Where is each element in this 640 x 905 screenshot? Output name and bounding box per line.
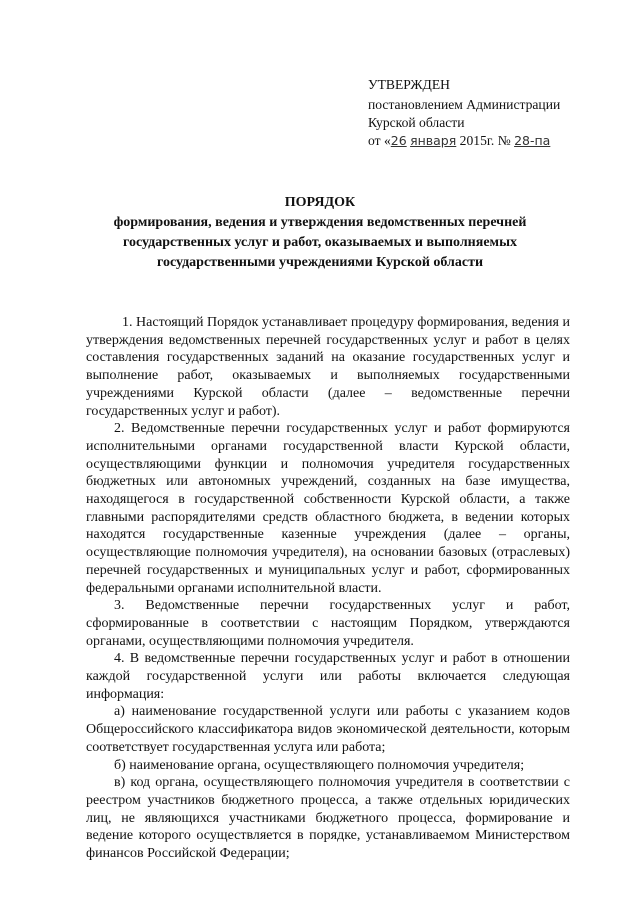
approval-date-prefix: от « <box>368 133 391 148</box>
title-line-3: государственных услуг и работ, оказываемых и выполняемых <box>122 235 518 250</box>
paragraph-4a: а) наименование государственной услуги или работы с указанием кодов Общероссийского классификатора видов экономической деятельности, которым соответствует государственная услуга или работа; <box>86 704 570 755</box>
title-line-2: формирования, ведения и утверждения ведомственных перечней <box>113 215 527 230</box>
paragraph-4c: в) код органа, осуществляющего полномочия учредителя в соответствии с реестром участников бюджетного процесса, а также отдельных юридических лиц, не являющихся участниками бюджетного процесса, формирование и ведение которого осуществляется в порядке, устанавливаемом Министерством финансов Российской Федерации; <box>86 775 570 862</box>
title-line-4: государственными учреждениями Курской области <box>156 255 484 270</box>
paragraph-4: 4. В ведомственные перечни государственных услуг и работ в отношении каждой государственной услуги или работы включается следующая информация: <box>86 651 570 702</box>
approval-region: Курской области <box>368 115 465 130</box>
approval-authority: постановлением Администрации <box>368 97 561 112</box>
approval-number: 28-па <box>514 133 551 148</box>
approval-date-line <box>368 132 560 150</box>
approval-year-number: 2015г. № <box>459 133 511 148</box>
approval-heading: УТВЕРЖДЕН <box>368 77 450 92</box>
paragraph-2: 2. Ведомственные перечни государственных услуг и работ формируются исполнительными органами государственной власти Курской области, осуществляющими функции и полномочия учредителя государственных бюджетных или автономных учреждений, созданных на базе имущества, находящегося в государственной собственности Курской области, а также главными распорядителями средств областного бюджета, в ведении которых находятся государственные казенные учреждения (далее – органы, осуществляющие полномочия учредителя), на основании базовых (отраслевых) перечней государственных и муниципальных услуг и работ, сформированных федеральными органами исполнительной власти. <box>86 421 570 596</box>
paragraph-3: 3. Ведомственные перечни государственных услуг и работ, сформированные в соответствии с настоящим Порядком, утверждаются органами, осуществляющими полномочия учредителя. <box>86 598 570 649</box>
document-title <box>60 193 580 273</box>
approval-stamp <box>368 76 560 150</box>
approval-day: 26 <box>390 133 407 148</box>
title-main: ПОРЯДОК <box>284 195 356 210</box>
paragraph-4b: б) наименование органа, осуществляющего полномочия учредителя; <box>114 757 525 773</box>
document-body <box>86 314 570 863</box>
paragraph-1: 1. Настоящий Порядок устанавливает процедуру формирования, ведения и утверждения ведомственных перечней государственных услуг и работ в целях составления государственных заданий на оказание государственных услуг и выполнение работ, оказываемых и выполняемых государственными учреждениями Курской области (далее – ведомственные перечни государственных услуг и работ). <box>86 315 570 419</box>
approval-month: января <box>410 133 457 148</box>
